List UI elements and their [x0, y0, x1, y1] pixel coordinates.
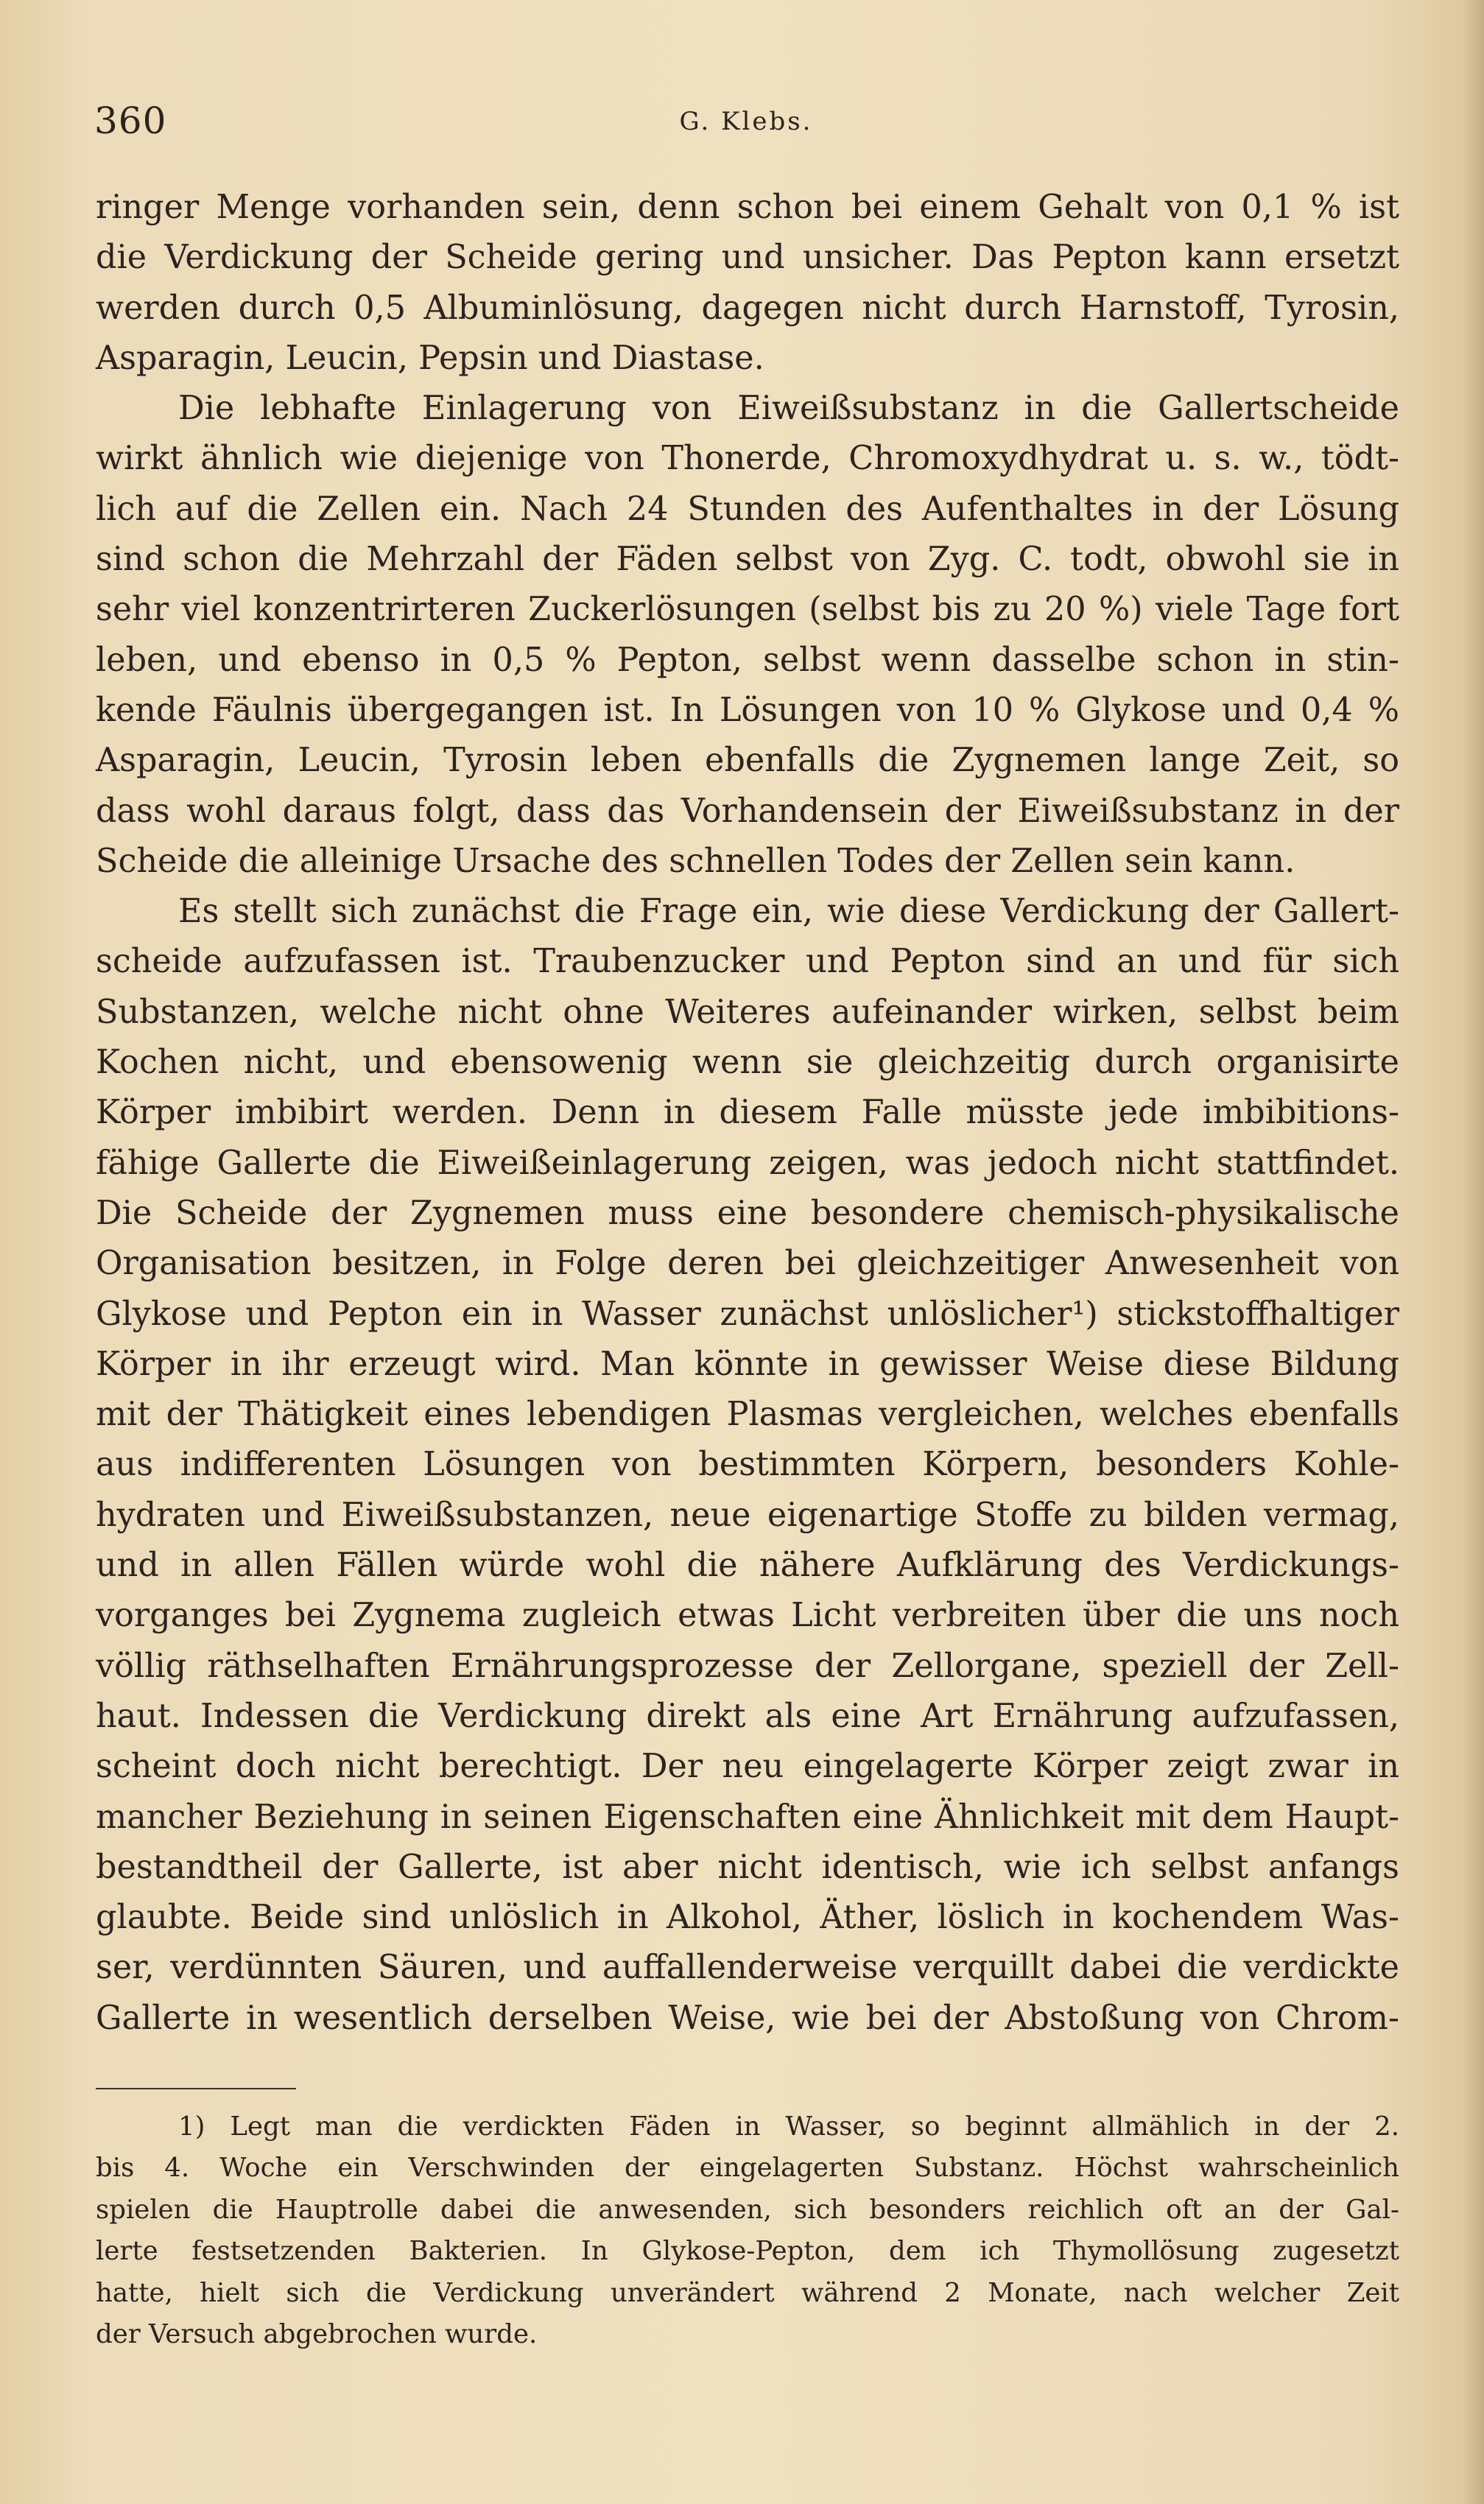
text-line: glaubte. Beide sind unlöslich in Alkohol, Äther, löslich in kochendem Was- [96, 1899, 1399, 1937]
text-line: lich auf die Zellen ein. Nach 24 Stunden des Aufenthaltes in der Lösung [96, 490, 1399, 528]
text-line: sind schon die Mehrzahl der Fäden selbst von Zyg. C. todt, obwohl sie in [96, 541, 1399, 579]
text-line: völlig räthselhaften Ernährungsprozesse der Zellorgane, speziell der Zell- [96, 1647, 1399, 1685]
footnote-line: spielen die Hauptrolle dabei die anwesenden, sich besonders reichlich oft an der Gal- [96, 2194, 1399, 2225]
footnote-line: hatte, hielt sich die Verdickung unverändert während 2 Monate, nach welcher Zeit [96, 2277, 1399, 2308]
text-line: Körper in ihr erzeugt wird. Man könnte in gewisser Weise diese Bildung [96, 1345, 1399, 1383]
text-line: werden durch 0,5 Albuminlösung, dagegen nicht durch Harnstoff, Tyrosin, [96, 289, 1399, 327]
text-line: aus indifferenten Lösungen von bestimmten Körpern, besonders Kohle- [96, 1446, 1399, 1484]
text-line: Scheide die alleinige Ursache des schnellen Todes der Zellen sein kann. [96, 842, 1295, 880]
page-number: 360 [94, 99, 167, 142]
text-line: Glykose und Pepton ein in Wasser zunächst unlöslicher¹) stickstoffhaltiger [96, 1295, 1399, 1333]
footnote-line: der Versuch abgebrochen wurde. [96, 2318, 538, 2349]
text-line: wirkt ähnlich wie diejenige von Thonerde, Chromoxydhydrat u. s. w., tödt- [96, 440, 1399, 478]
body-text [96, 183, 1399, 2044]
text-line: Organisation besitzen, in Folge deren bei gleichzeitiger Anwesenheit von [96, 1245, 1399, 1283]
text-line: hydraten und Eiweißsubstanzen, neue eigenartige Stoffe zu bilden vermag, [96, 1496, 1399, 1534]
footnote [96, 2106, 1399, 2355]
text-line: mancher Beziehung in seinen Eigenschaften eine Ähnlichkeit mit dem Haupt- [96, 1798, 1399, 1836]
text-line: sehr viel konzentrirteren Zuckerlösungen (selbst bis zu 20 %) viele Tage fort [96, 591, 1399, 629]
page-header [94, 99, 1398, 151]
text-line: Körper imbibirt werden. Denn in diesem Falle müsste jede imbibitions- [96, 1094, 1399, 1132]
text-line: haut. Indessen die Verdickung direkt als eine Art Ernährung aufzufassen, [96, 1697, 1399, 1735]
text-line: Es stellt sich zunächst die Frage ein, wie diese Verdickung der Gallert- [178, 893, 1399, 931]
footnote-line: bis 4. Woche ein Verschwinden der eingelagerten Substanz. Höchst wahrscheinlich [96, 2153, 1399, 2184]
text-line: Substanzen, welche nicht ohne Weiteres aufeinander wirken, selbst beim [96, 993, 1399, 1031]
footnote-line: lerte festsetzenden Bakterien. In Glykose-Pepton, dem ich Thymollösung zugesetzt [96, 2236, 1399, 2267]
text-line: ringer Menge vorhanden sein, denn schon bei einem Gehalt von 0,1 % ist [96, 189, 1399, 226]
text-line: bestandtheil der Gallerte, ist aber nicht identisch, wie ich selbst anfangs [96, 1848, 1399, 1886]
text-line: fähige Gallerte die Eiweißeinlagerung zeigen, was jedoch nicht stattfindet. [96, 1144, 1399, 1182]
footnote-line: 1) Legt man die verdickten Fäden in Wasser, so beginnt allmählich in der 2. [178, 2111, 1399, 2142]
text-line: die Verdickung der Scheide gering und unsicher. Das Pepton kann ersetzt [96, 239, 1399, 277]
text-line: mit der Thätigkeit eines lebendigen Plasmas vergleichen, welches ebenfalls [96, 1396, 1399, 1434]
text-line: vorganges bei Zygnema zugleich etwas Licht verbreiten über die uns noch [96, 1597, 1399, 1635]
text-line: dass wohl daraus folgt, dass das Vorhandensein der Eiweißsubstanz in der [96, 792, 1399, 830]
text-line: kende Fäulnis übergegangen ist. In Lösungen von 10 % Glykose und 0,4 % [96, 691, 1399, 729]
text-line: und in allen Fällen würde wohl die nähere Aufklärung des Verdickungs- [96, 1547, 1399, 1585]
text-line: ser, verdünnten Säuren, und auffallenderweise verquillt dabei die verdickte [96, 1949, 1399, 1987]
text-line: Kochen nicht, und ebensowenig wenn sie gleichzeitig durch organisirte [96, 1044, 1399, 1082]
text-line: Die lebhafte Einlagerung von Eiweißsubstanz in die Gallertscheide [178, 390, 1399, 428]
running-head: G. Klebs. [679, 107, 813, 136]
text-line: Asparagin, Leucin, Tyrosin leben ebenfalls die Zygnemen lange Zeit, so [96, 742, 1399, 780]
text-line: scheint doch nicht berechtigt. Der neu eingelagerte Körper zeigt zwar in [96, 1748, 1399, 1786]
text-line: leben, und ebenso in 0,5 % Pepton, selbst wenn dasselbe schon in stin- [96, 641, 1399, 679]
text-line: scheide aufzufassen ist. Traubenzucker und Pepton sind an und für sich [96, 943, 1399, 981]
footnote-divider [96, 2088, 296, 2089]
text-line: Die Scheide der Zygnemen muss eine besondere chemisch-physikalische [96, 1194, 1399, 1232]
text-line: Gallerte in wesentlich derselben Weise, wie bei der Abstoßung von Chrom- [96, 1999, 1399, 2037]
text-line: Asparagin, Leucin, Pepsin und Diastase. [96, 339, 764, 377]
page-edge-shadow [1463, 0, 1484, 2504]
